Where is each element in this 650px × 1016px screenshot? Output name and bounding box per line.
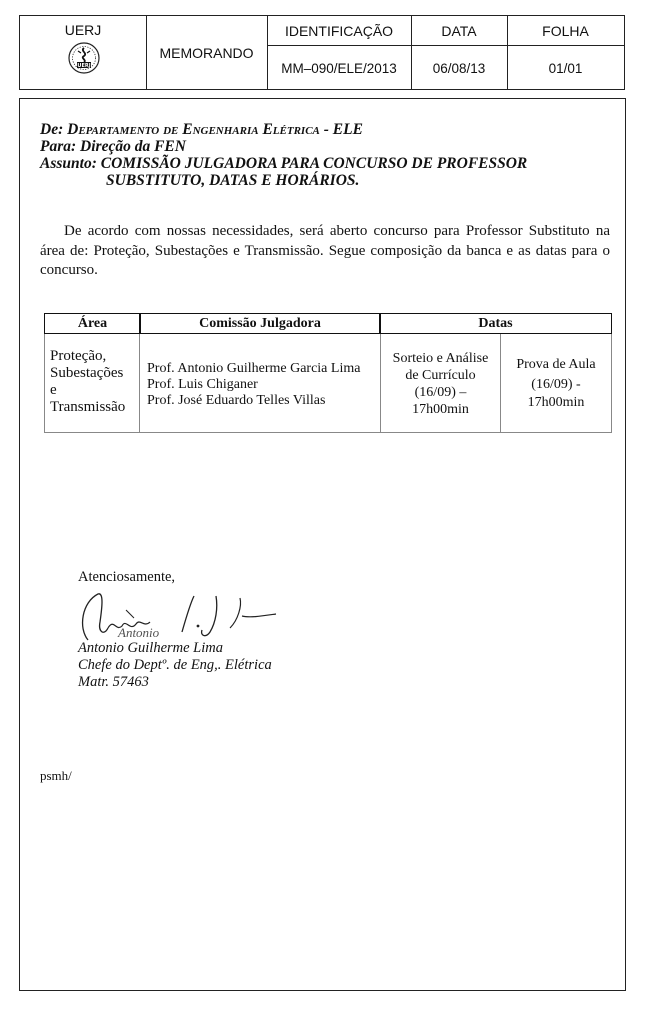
identificacao-value: MM–090/ELE/2013 — [281, 60, 397, 76]
area-line: e — [50, 382, 57, 398]
area-line: Subestações — [50, 365, 124, 381]
uerj-seal-logo — [68, 42, 100, 74]
subject-text-line2: SUBSTITUTO, DATAS E HORÁRIOS. — [106, 172, 360, 189]
to-label: Para: — [40, 138, 77, 155]
handwriting-text: Antonio — [118, 625, 160, 640]
closing-text: Atenciosamente, — [78, 569, 176, 585]
typist-initials: psmh/ — [40, 768, 72, 783]
signer-title: Chefe do Deptº. de Eng,. Elétrica — [78, 657, 272, 673]
identificacao-header: IDENTIFICAÇÃO — [284, 23, 394, 39]
date2-line: (16/09) - — [531, 377, 581, 392]
header-area: Área — [77, 316, 108, 331]
header-comissao: Comissão Julgadora — [199, 316, 321, 331]
subject-label: Assunto: — [40, 155, 97, 172]
data-value: 06/08/13 — [432, 60, 486, 76]
area-line: Transmissão — [50, 399, 126, 415]
from-value: Departamento de Engenharia Elétrica - ELE — [67, 121, 363, 138]
date2-line: 17h00min — [527, 395, 585, 410]
commission-member: Prof. Luis Chiganer — [147, 377, 258, 392]
date2-line: Prova de Aula — [516, 357, 596, 372]
commission-member: Prof. José Eduardo Telles Villas — [147, 393, 326, 408]
from-line — [40, 122, 363, 138]
subject-text-line1: COMISSÃO JULGADORA PARA CONCURSO DE PROFESSOR — [100, 155, 528, 172]
signer-registration: Matr. 57463 — [78, 674, 149, 690]
folha-value: 01/01 — [548, 60, 583, 76]
subject-line — [40, 156, 527, 172]
commission-table — [44, 313, 612, 433]
date1-line: Sorteio e Análise — [392, 351, 489, 366]
header-datas: Datas — [478, 316, 513, 331]
signer-name: Antonio Guilherme Lima — [78, 640, 223, 656]
header-table — [19, 15, 625, 90]
body-paragraph: De acordo com nossas necessidades, será aberto concurso para Professor Substituto na área de: Proteção, Subestações e Transmissão. Segue composição da banca e as datas para o concurso. — [40, 223, 610, 278]
svg-text:UERJ: UERJ — [77, 63, 91, 69]
commission-member: Prof. Antonio Guilherme Garcia Lima — [147, 361, 361, 376]
area-line: Proteção, — [50, 348, 107, 364]
folha-header: FOLHA — [542, 23, 589, 39]
divider — [267, 45, 624, 46]
handwritten-signature — [70, 588, 280, 648]
from-label: De: — [40, 121, 64, 138]
date1-line: (16/09) – — [414, 385, 467, 400]
institution-name: UERJ — [64, 22, 102, 38]
date1-line: de Currículo — [405, 368, 476, 383]
to-value: Direção da FEN — [80, 138, 186, 155]
date1-line: 17h00min — [412, 402, 469, 417]
to-line — [40, 139, 186, 155]
data-header: DATA — [441, 23, 477, 39]
document-type: MEMORANDO — [159, 44, 254, 61]
